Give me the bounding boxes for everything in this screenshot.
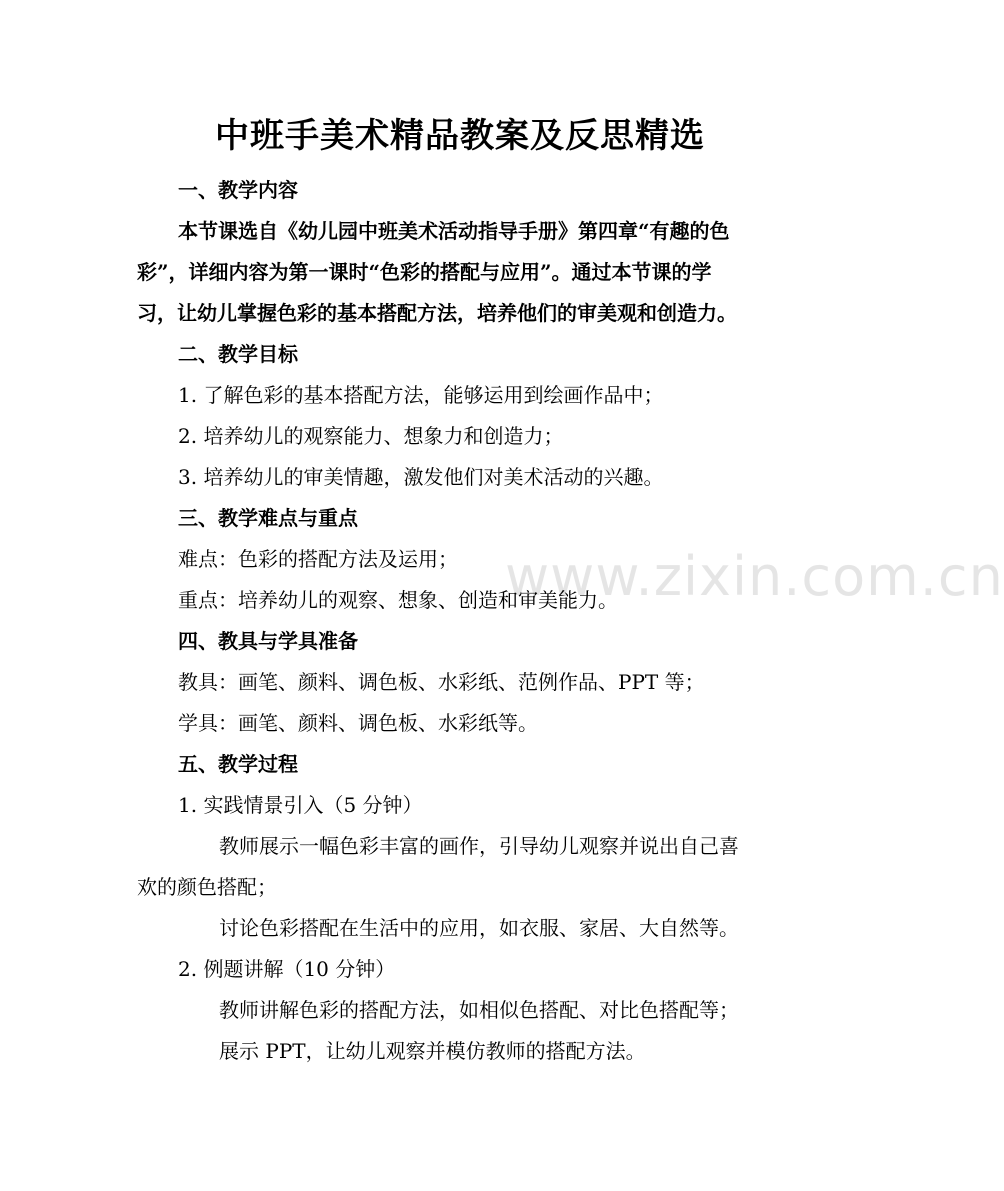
- section-heading-objectives: 二、教学目标: [178, 342, 298, 366]
- teacher-tools-line: 教具：画笔、颜料、调色板、水彩纸、范例作品、PPT 等；: [178, 670, 705, 694]
- content-line-2: 彩”，详细内容为第一课时“色彩的搭配与应用”。通过本节课的学: [137, 260, 712, 284]
- objective-item-3: 3. 培养幼儿的审美情趣，激发他们对美术活动的兴趣。: [178, 465, 664, 489]
- step-2-para-2: 展示 PPT，让幼儿观察并模仿教师的搭配方法。: [219, 1039, 646, 1063]
- step-1-para-1-line-2: 欢的颜色搭配；: [137, 875, 277, 899]
- step-1-para-2: 讨论色彩搭配在生活中的应用，如衣服、家居、大自然等。: [219, 916, 739, 940]
- step-1-para-1-line-1: 教师展示一幅色彩丰富的画作，引导幼儿观察并说出自己喜: [219, 834, 739, 858]
- section-heading-materials: 四、教具与学具准备: [178, 629, 358, 653]
- section-heading-difficulties: 三、教学难点与重点: [178, 506, 358, 530]
- section-heading-process: 五、教学过程: [178, 752, 298, 776]
- section-heading-content: 一、教学内容: [178, 178, 298, 202]
- step-2-para-1: 教师讲解色彩的搭配方法，如相似色搭配、对比色搭配等；: [219, 998, 739, 1022]
- step-2-title: 2. 例题讲解（10 分钟）: [178, 957, 396, 981]
- objective-item-1: 1. 了解色彩的基本搭配方法，能够运用到绘画作品中；: [178, 383, 664, 407]
- student-tools-line: 学具：画笔、颜料、调色板、水彩纸等。: [178, 711, 538, 735]
- content-line-1: 本节课选自《幼儿园中班美术活动指导手册》第四章“有趣的色: [178, 219, 730, 243]
- difficulty-line: 难点：色彩的搭配方法及运用；: [178, 547, 458, 571]
- watermark: www.zixin.com.cn: [505, 545, 1004, 608]
- content-line-3: 习，让幼儿掌握色彩的基本搭配方法，培养他们的审美观和创造力。: [137, 301, 737, 325]
- step-1-title: 1. 实践情景引入（5 分钟）: [178, 793, 423, 817]
- key-point-line: 重点：培养幼儿的观察、想象、创造和审美能力。: [178, 588, 618, 612]
- objective-item-2: 2. 培养幼儿的观察能力、想象力和创造力；: [178, 424, 564, 448]
- document-title: 中班手美术精品教案及反思精选: [215, 116, 705, 156]
